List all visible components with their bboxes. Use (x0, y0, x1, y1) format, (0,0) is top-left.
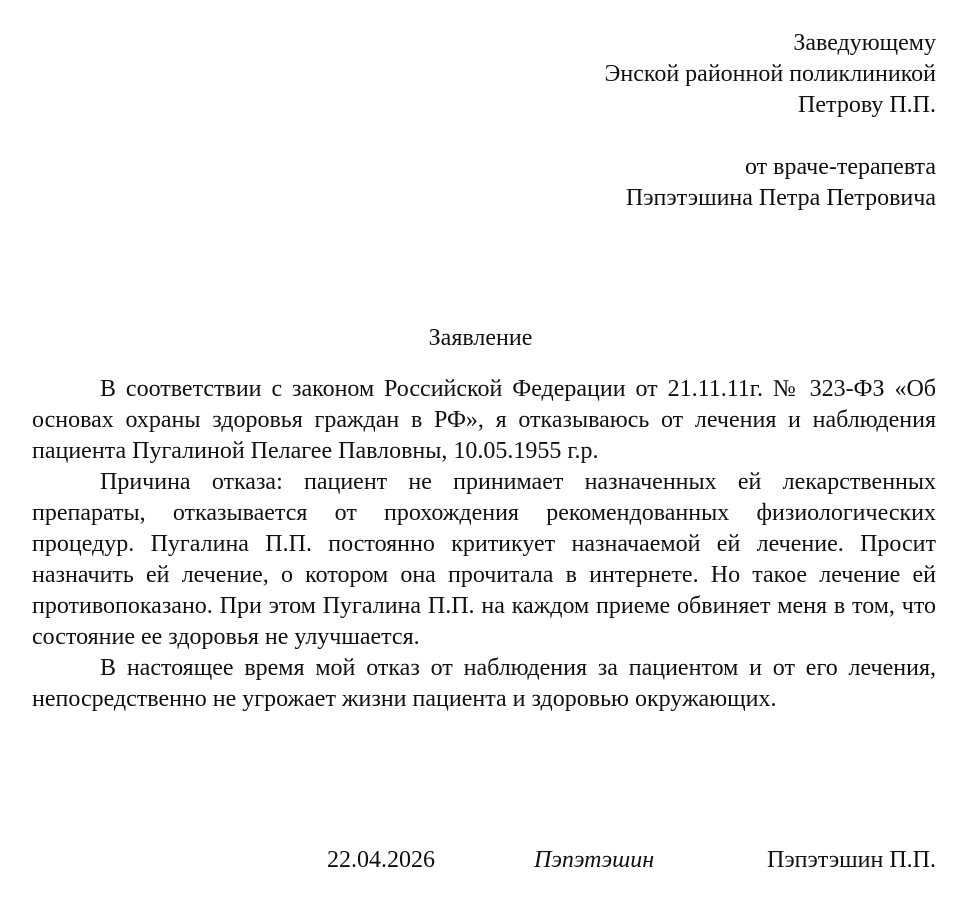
document-title: Заявление (428, 325, 533, 351)
addressee-position: Заведующему (793, 30, 936, 56)
document-body (32, 374, 936, 715)
signature-date: 22.04.2026 (327, 847, 435, 873)
signature-row (0, 845, 961, 879)
paragraph-conclusion: В настоящее время мой отказ от наблюдения за пациентом и от его лечения, непосредственно не угрожает жизни пациента и здоровью окружающих. (32, 655, 936, 712)
handwritten-signature: Пэпэтэшин (534, 847, 655, 873)
addressee-name: Петрову П.П. (798, 92, 936, 118)
addressee-spacer (605, 121, 936, 152)
paragraph-legal-basis: В соответствии с законом Российской Федерации от 21.11.11г. № 323-ФЗ «Об основах охраны здоровья граждан в РФ», я отказываюсь от лечения и наблюдения пациента Пугалиной Пелагее Павловны, 10.05.1955 г.р. (32, 376, 936, 464)
addressee-block (605, 28, 936, 214)
sender-position: от враче-терапевта (744, 154, 936, 180)
paragraph-reason: Причина отказа: пациент не принимает назначенных ей лекарственных препараты, отказывается от прохождения рекомендованных физиологических процедур. Пугалина П.П. постоянно критикует назначаемой ей лечение. Просит назначить ей лечение, о котором она прочитала в интернете. Но такое лечение ей противопоказано. При этом Пугалина П.П. на каждом приеме обвиняет меня в том, что состояние ее здоровья не улучшается. (32, 469, 936, 650)
signer-name: Пэпэтэшин П.П. (767, 847, 936, 873)
addressee-organization: Энской районной поликлиникой (604, 61, 936, 87)
sender-name: Пэпэтэшина Петра Петровича (625, 185, 936, 211)
